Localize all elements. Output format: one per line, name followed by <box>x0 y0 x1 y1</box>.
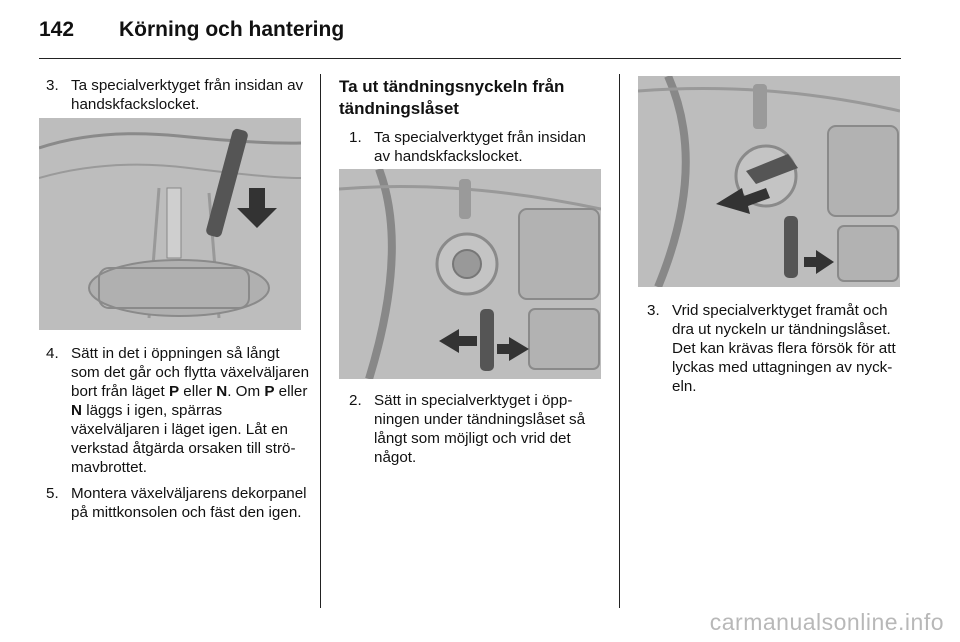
step-3-ignition: 3. Vrid specialverktyget framåt och dra ut nyckeln ur tändningslåset. Det kan krävas flera försök för att lyckas med uttagningen av nyckeln. <box>647 302 896 395</box>
ignition-illustration-2 <box>638 76 900 287</box>
header-rule <box>39 58 901 59</box>
step-4-shifter: 4. Sätt in det i öppningen så långt som det går och flytta växelväljaren bort från läget P eller N. Om P eller N läggs i igen, spärras växelväljaren i läget igen. Låt en verkstad åtgärda orsaken till strömavbrottet. <box>46 345 310 476</box>
page-number: 142 <box>39 18 75 41</box>
ignition-illustration-1 <box>339 169 601 379</box>
section-heading: Ta ut tändningsnyckeln från tändningslåset <box>339 77 565 118</box>
watermark: carmanualsonline.info <box>709 609 944 635</box>
step-5-shifter: 5. Montera växelväljarens dekorpanel på mittkonsolen och fäst den igen. <box>46 485 307 521</box>
left-column-lower <box>46 344 310 522</box>
column-divider-1 <box>320 74 321 608</box>
middle-column-lower <box>349 391 603 467</box>
step-3-shifter: 3. Ta specialverktyget från insidan av handskfackslocket. <box>46 77 304 113</box>
left-column <box>46 76 310 114</box>
right-column <box>647 301 911 396</box>
step-1-ignition: 1. Ta specialverktyget från insidan av handskfackslocket. <box>349 129 586 165</box>
column-divider-2 <box>619 74 620 608</box>
shifter-illustration <box>39 118 301 330</box>
page-title: Körning och hantering <box>119 18 345 41</box>
middle-column <box>339 76 603 166</box>
page-header <box>39 18 344 42</box>
step-2-ignition: 2. Sätt in specialverktyget i öppningen under tändningslåset så långt som möjligt och vrid det något. <box>349 392 586 466</box>
